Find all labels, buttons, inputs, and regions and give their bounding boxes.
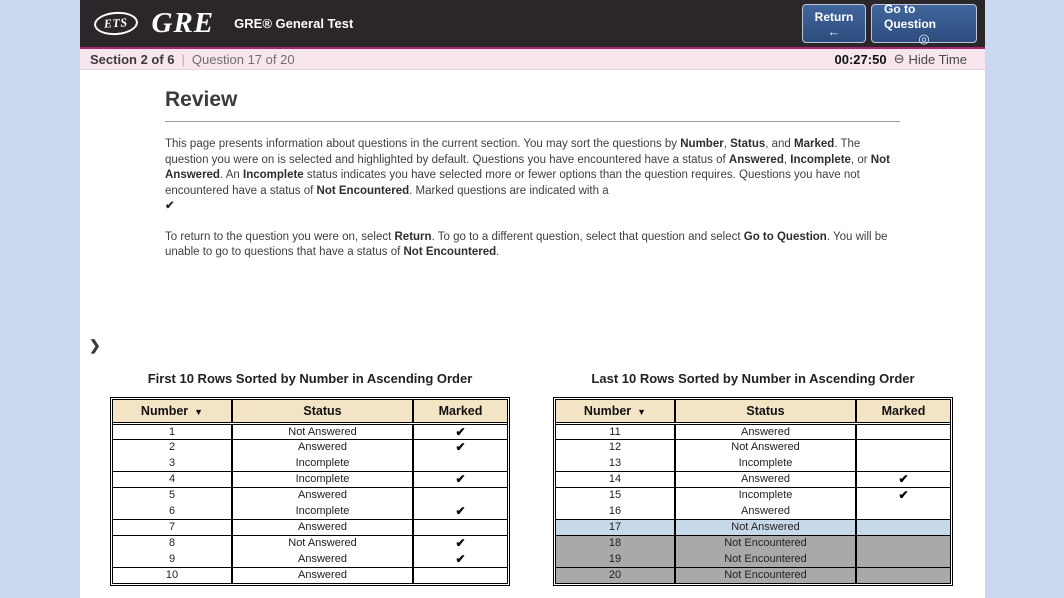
table-row[interactable] [556, 487, 950, 503]
marked-cell [856, 487, 950, 503]
table-row[interactable] [556, 535, 950, 551]
table-row[interactable] [113, 535, 507, 551]
review-paragraph-1: This page presents information about questions in the current section. You may sort the questions by Number, Status, and Marked. The question you were on is selected and highlighted by default. Questions you have encountered have a status of Answered, Incomplete, or Not Answered. An Incomplete status indicates you have selected more or fewer options than the question requires. Questions you have not encountered have a status of Not Encountered. Marked questions are indicated with a ✔ [165, 138, 890, 212]
table-row[interactable] [556, 471, 950, 487]
marked-cell [413, 455, 507, 471]
number-cell: 3 [113, 455, 232, 471]
ets-logo: ETS [93, 11, 138, 37]
marked-cell [413, 487, 507, 503]
number-cell: 10 [113, 567, 232, 583]
marked-cell [413, 471, 507, 487]
review-text-block [80, 70, 985, 261]
status-cell: Incomplete [232, 455, 413, 471]
table-row[interactable] [556, 455, 950, 471]
column-header-status[interactable]: Status [232, 400, 413, 423]
hide-time-icon: ⊖ [893, 51, 905, 66]
table-block-last-10 [553, 371, 953, 586]
number-cell: 15 [556, 487, 675, 503]
header-buttons [802, 2, 977, 46]
table-header-row [556, 400, 950, 423]
table-row[interactable] [556, 423, 950, 439]
status-cell: Incomplete [232, 503, 413, 519]
review-paragraph-2: To return to the question you were on, select Return. To go to a different question, select that question and select Go to Question. You will be unable to go to questions that have a status of Not Encountered. [165, 230, 888, 258]
gre-test-window [80, 0, 985, 598]
top-header [80, 0, 985, 47]
marked-cell [413, 551, 507, 567]
status-cell: Incomplete [675, 487, 856, 503]
column-header-status[interactable]: Status [675, 400, 856, 423]
marked-cell [856, 503, 950, 519]
status-cell: Answered [675, 503, 856, 519]
title-rule [165, 121, 900, 122]
marked-cell [856, 535, 950, 551]
review-table-first [110, 397, 510, 586]
return-button[interactable] [802, 4, 866, 43]
check-icon: ✔ [898, 488, 909, 503]
status-cell: Answered [232, 487, 413, 503]
number-cell: 19 [556, 551, 675, 567]
chevron-right-icon[interactable]: ❯ [89, 337, 101, 353]
marked-cell [413, 519, 507, 535]
marked-cell [856, 455, 950, 471]
marked-cell [413, 423, 507, 439]
timer-value: 00:27:50 [834, 51, 887, 67]
number-cell: 2 [113, 439, 232, 455]
check-icon: ✔ [455, 536, 466, 551]
question-progress-label: Question 17 of 20 [191, 51, 295, 67]
table-row[interactable] [113, 439, 507, 455]
marked-cell [413, 567, 507, 583]
table-row[interactable] [113, 503, 507, 519]
number-cell: 1 [113, 423, 232, 439]
column-header-number-label: Number [140, 403, 189, 418]
number-cell: 20 [556, 567, 675, 583]
left-arrow-icon: ← [827, 23, 841, 39]
check-icon: ✔ [455, 503, 466, 518]
number-cell: 6 [113, 503, 232, 519]
review-content [80, 70, 985, 598]
table-row[interactable] [113, 567, 507, 583]
table-row[interactable] [556, 519, 950, 535]
table-row[interactable] [113, 551, 507, 567]
column-header-number[interactable] [556, 400, 675, 423]
section-label: Section 2 of 6 [90, 51, 175, 67]
column-header-number-label: Number [583, 403, 632, 418]
status-cell: Answered [232, 567, 413, 583]
status-cell: Incomplete [675, 455, 856, 471]
status-cell: Not Encountered [675, 551, 856, 567]
target-icon: ◎ [918, 31, 930, 46]
table-row[interactable] [556, 439, 950, 455]
marked-cell [856, 423, 950, 439]
number-cell: 13 [556, 455, 675, 471]
table-title-last: Last 10 Rows Sorted by Number in Ascending Order [591, 371, 915, 386]
check-icon: ✔ [455, 551, 466, 566]
section-info [90, 52, 295, 67]
status-cell: Not Answered [675, 439, 856, 455]
marked-cell [856, 551, 950, 567]
table-row[interactable] [113, 423, 507, 439]
check-icon: ✔ [455, 424, 466, 439]
table-row[interactable] [113, 519, 507, 535]
check-icon: ✔ [455, 472, 466, 486]
number-cell: 14 [556, 471, 675, 487]
marked-cell [413, 439, 507, 455]
status-cell: Not Answered [675, 519, 856, 535]
number-cell: 12 [556, 439, 675, 455]
marked-cell [856, 471, 950, 487]
number-cell: 7 [113, 519, 232, 535]
status-cell: Not Encountered [675, 535, 856, 551]
number-cell: 18 [556, 535, 675, 551]
logo-group [94, 9, 353, 38]
page-title: Review [165, 88, 238, 111]
number-cell: 9 [113, 551, 232, 567]
review-table-last [553, 397, 953, 586]
marked-cell [856, 567, 950, 583]
marked-cell [413, 503, 507, 519]
number-cell: 8 [113, 535, 232, 551]
table-title-first: First 10 Rows Sorted by Number in Ascending Order [147, 371, 473, 386]
status-cell: Answered [675, 423, 856, 439]
check-icon: ✔ [898, 472, 909, 486]
marked-cell [856, 439, 950, 455]
status-cell: Answered [675, 471, 856, 487]
status-cell: Not Answered [232, 535, 413, 551]
app-title: GRE® General Test [234, 16, 354, 31]
section-separator: | [181, 51, 185, 67]
status-cell: Not Answered [232, 423, 413, 439]
go-to-question-button[interactable] [871, 2, 977, 46]
marked-cell [856, 519, 950, 535]
status-cell: Answered [232, 439, 413, 455]
table-row[interactable] [113, 455, 507, 471]
table-block-first-10 [110, 371, 510, 586]
go-to-question-button-label: Go to Question [884, 2, 937, 31]
number-cell: 16 [556, 503, 675, 519]
return-button-label: Return [814, 9, 854, 24]
column-header-number[interactable] [113, 400, 232, 423]
column-header-marked[interactable]: Marked [856, 400, 950, 423]
status-cell: Answered [232, 551, 413, 567]
number-cell: 11 [556, 423, 675, 439]
timer-area [835, 51, 967, 67]
status-cell: Incomplete [232, 471, 413, 487]
status-cell: Not Encountered [675, 567, 856, 583]
sort-desc-icon: ▼ [194, 406, 204, 417]
table-row[interactable] [113, 471, 507, 487]
sort-desc-icon: ▼ [637, 406, 647, 417]
table-header-row [113, 400, 507, 423]
hide-time-button[interactable] [894, 51, 967, 67]
gre-logo: GRE [151, 7, 215, 39]
table-row[interactable] [556, 551, 950, 567]
status-cell: Answered [232, 519, 413, 535]
section-bar [80, 49, 985, 70]
marked-cell [413, 535, 507, 551]
table-row[interactable] [556, 503, 950, 519]
number-cell: 4 [113, 471, 232, 487]
number-cell: 5 [113, 487, 232, 503]
table-row[interactable] [556, 567, 950, 583]
number-cell: 17 [556, 519, 675, 535]
check-icon: ✔ [455, 440, 466, 455]
column-header-marked[interactable]: Marked [413, 400, 507, 423]
hide-time-label: Hide Time [908, 51, 967, 67]
table-row[interactable] [113, 487, 507, 503]
